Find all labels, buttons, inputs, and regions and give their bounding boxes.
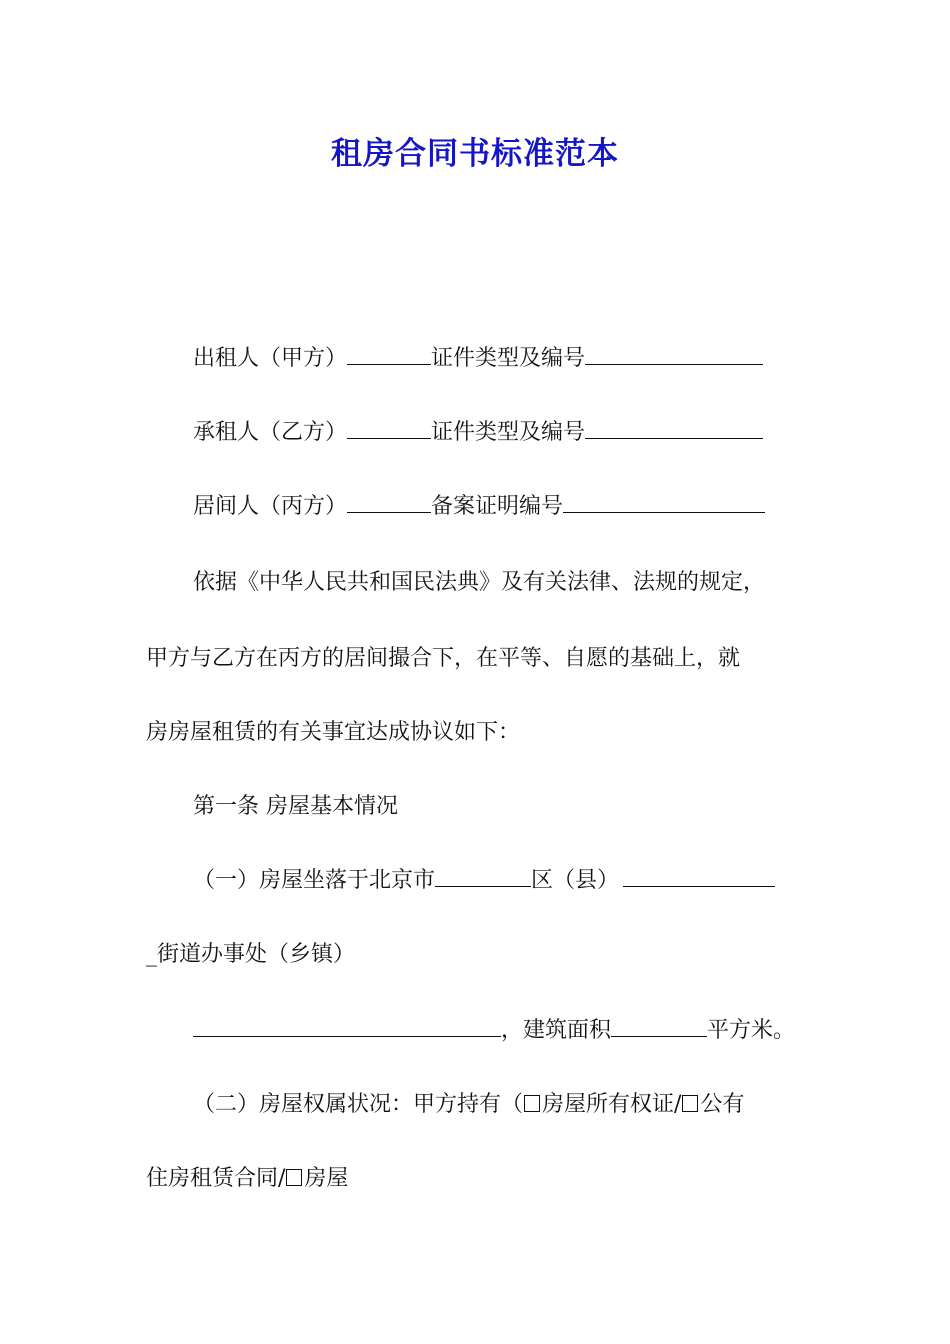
area-blank	[611, 1016, 707, 1037]
lessor-label: 出租人（甲方）	[193, 346, 348, 371]
preamble-line-1: 依据《中华人民共和国民法典》及有关法律、法规的规定，	[193, 570, 766, 595]
broker-id-label: 备案证明编号	[431, 494, 564, 519]
lessee-name-blank	[347, 418, 431, 439]
lessee-id-blank	[585, 418, 763, 439]
lessee-id-label: 证件类型及编号	[431, 420, 586, 445]
document-title: 租房合同书标准范本	[331, 136, 619, 172]
street-underscore: _	[146, 942, 157, 967]
street-label: 街道办事处（乡镇）	[157, 942, 356, 967]
lessor-id-blank	[585, 344, 763, 365]
broker-line	[193, 492, 765, 522]
article-1-heading: 第一条 房屋基本情况	[193, 794, 398, 819]
broker-name-blank	[347, 492, 431, 513]
lessor-line	[193, 344, 763, 374]
preamble-line-3: 房房屋租赁的有关事宜达成协议如下：	[146, 720, 521, 745]
article-1-item-2-line-2	[146, 1164, 348, 1194]
ownership-prefix: （二）房屋权属状况：甲方持有（	[193, 1092, 524, 1117]
checkbox-ownership-certificate[interactable]	[524, 1095, 540, 1112]
option-public-housing: 公有	[700, 1092, 745, 1117]
article-1-item-1-line-1	[193, 866, 775, 896]
area-label: ，建筑面积	[501, 1018, 612, 1043]
checkbox-public-housing[interactable]	[682, 1095, 698, 1112]
option-public-housing-cont: 住房租赁合同/	[146, 1166, 286, 1191]
location-prefix: （一）房屋坐落于北京市	[193, 868, 436, 893]
broker-id-blank	[563, 492, 765, 513]
preamble-line-2: 甲方与乙方在丙方的居间撮合下，在平等、自愿的基础上，就	[146, 646, 741, 671]
lessor-name-blank	[347, 344, 431, 365]
lessee-label: 承租人（乙方）	[193, 420, 348, 445]
option-house: 房屋	[304, 1166, 349, 1191]
district-blank	[435, 866, 531, 887]
district-label: 区（县）	[531, 868, 620, 893]
lessor-id-label: 证件类型及编号	[431, 346, 586, 371]
broker-label: 居间人（丙方）	[193, 494, 348, 519]
article-1-item-1-line-2	[146, 940, 355, 970]
checkbox-house[interactable]	[286, 1169, 302, 1186]
article-1-item-2-line-1	[193, 1090, 744, 1120]
area-unit: 平方米。	[707, 1018, 796, 1043]
article-1-item-1-line-3	[193, 1016, 795, 1046]
option-ownership-certificate: 房屋所有权证/	[542, 1092, 682, 1117]
lessee-line	[193, 418, 763, 448]
address-blank	[193, 1016, 501, 1037]
street-blank	[623, 866, 775, 887]
